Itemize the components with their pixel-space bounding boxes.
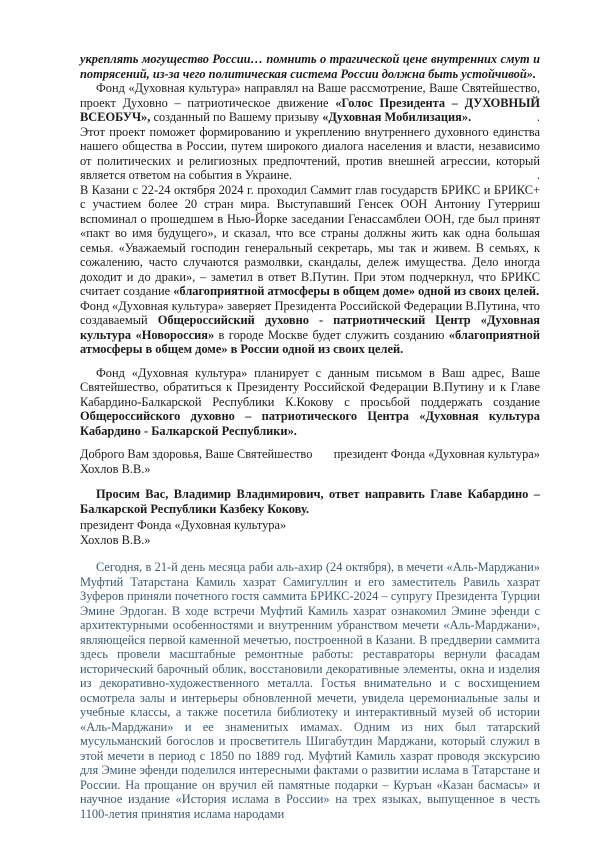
fund-plans-paragraph: [80, 366, 540, 439]
text-run: созданный по Вашему призыву: [150, 110, 323, 124]
second-signature-line: [80, 518, 540, 533]
greeting-signature-line-left: Доброго Вам здоровья, Ваше Святейшество: [80, 447, 313, 461]
mosque-visit-paragraph: [80, 560, 540, 821]
greeting-signature-line-right: президент Фонда «Духовная культура»: [333, 447, 540, 461]
fund-assurance-paragraph: [80, 299, 540, 357]
text-run: Сегодня, в 21-й день месяца раби аль-ахир (24 октября), в мечети «Аль-Марджани» Муфтий Татарстана Камиль хазрат Самигуллин и его заместитель Равиль хазрат Зуферов приняли почетного гостя саммита БРИКС-2024 – супругу Президента Турции Эмине Эрдоган. В ходе встречи Муфтий Камиль хазрат ознакомил Эмине эфенди с архитектурными особенностями и внутренним убранством мечети «Аль-Марджани», являющейся первой каменной мечетью, построенной в Казани. В преддверии саммита здесь провели масштабные ремонтные работы: реставраторы вернули фасадам исторический барочный облик, восстановили декоративные элементы, окна и изделия из декоративно-художественного металла. Гостья внимательно и с восхищением осмотрела залы и интерьеры обновленной мечети, увидела церемониальные залы и учебные классы, а также посетила библиотеку и интерактивный музей об истории «Аль-Марджани» и ее знаменитых имамах. Одним из них был татарский мусульманский богослов и просветитель Шигабутдин Марджани, который служил в этой мечети в период с 1850 по 1889 год. Муфтий Камиль хазрат проводя экскурсию для Эмине эфенди поделился интересными фактами о развитии ислама в Татарстане и России. На прощание он вручил ей памятные подарки – Куръан «Казан басмасы» и научное издание «История ислама в России» на трех языках, выпущенное в честь 1100-летия принятия ислама народами: [80, 560, 540, 821]
text-run: Общероссийский духовно - патриотический Центр «Духовная культура «Новороссия»: [80, 313, 540, 342]
document-body: [80, 52, 540, 821]
text-run: «благоприятной атмосферы в общем доме» в России одной из своих целей.: [80, 327, 540, 356]
text-run: .: [536, 168, 540, 182]
text-run: президент Фонда «Духовная культура»: [80, 518, 287, 532]
text-run: Общероссийского духовно – патриотического Центра «Духовная культура Кабардино - Балкарской Республики».: [80, 409, 540, 438]
quote-excerpt-paragraph: [80, 52, 540, 81]
text-run: Фонд «Духовная культура» направлял на Ваше рассмотрение, Ваше Святейшество, проект Духовно – патриотическое движение: [80, 81, 540, 110]
text-run: Хохлов В.В.»: [80, 532, 151, 547]
greeting-signature-line: [80, 447, 540, 462]
text-run: .: [536, 110, 540, 124]
text-run: укреплять могущество России… помнить о трагической цене внутренних смут и потрясений, из-за чего политическая система России должна быть устойчивой».: [80, 52, 540, 81]
text-run: в городе Москве будет служить созданию: [214, 327, 449, 342]
project-submission-paragraph: [80, 81, 540, 125]
second-signature-name-line: [80, 533, 540, 548]
text-run: «Духовная Мобилизация».: [322, 110, 472, 124]
text-run: «Голос Президента – ДУХОВНЫЙ ВСЕОБУЧ»,: [80, 95, 540, 124]
text-run: Хохлов В.В.»: [80, 461, 151, 476]
project-description-paragraph: [80, 125, 540, 183]
text-run: В Казани с 22-24 октября 2024 г. проходил Саммит глав государств БРИКС и БРИКС+ с участием более 20 стран мира. Выступавший Генсек ООН Антониу Гутерриш вспоминал о прошедшем в Нью-Йорке заседании Генассамблеи ООН, где был принят «пакт во имя будущего», и сказал, что все страны должны жить как одна большая семья. «Уважаемый господин генеральный секретарь, мы так и живем. В семьях, к сожалению, часто случаются размолвки, скандалы, дележ имущества. Дело иногда доходит и до драки», – заметил в ответ В.Путин. При этом подчеркнул, что БРИКС считает создание: [80, 182, 540, 298]
text-run: Этот проект поможет формированию и укреплению внутреннего духовного единства нашего общества в России, путем широкого диалога населения и власти, независимо от политических и религиозных предпочтений, против внешней агрессии, который является ответом на события в Украине.: [80, 124, 540, 182]
text-run: «благоприятной атмосферы в общем доме» одной из своих целей.: [173, 284, 540, 298]
text-run: Фонд «Духовная культура» планирует с данным письмом в Ваш адрес, Ваше Святейшество, обратиться к Президенту Российской Федерации В.Путину и к Главе Кабардино-Балкарской Республики К.Кокову с просьбой поддержать создание: [80, 365, 540, 409]
request-paragraph: [80, 487, 540, 516]
brics-summit-paragraph: [80, 183, 540, 299]
text-run: Фонд «Духовная культура» заверяет Президента Российской Федерации В.Путина, что создаваемый: [80, 298, 540, 327]
text-run: Просим Вас, Владимир Владимирович, ответ направить Главе Кабардино – Балкарской Республики Казбеку Кокову.: [80, 487, 540, 516]
signature-name-line: [80, 462, 540, 477]
